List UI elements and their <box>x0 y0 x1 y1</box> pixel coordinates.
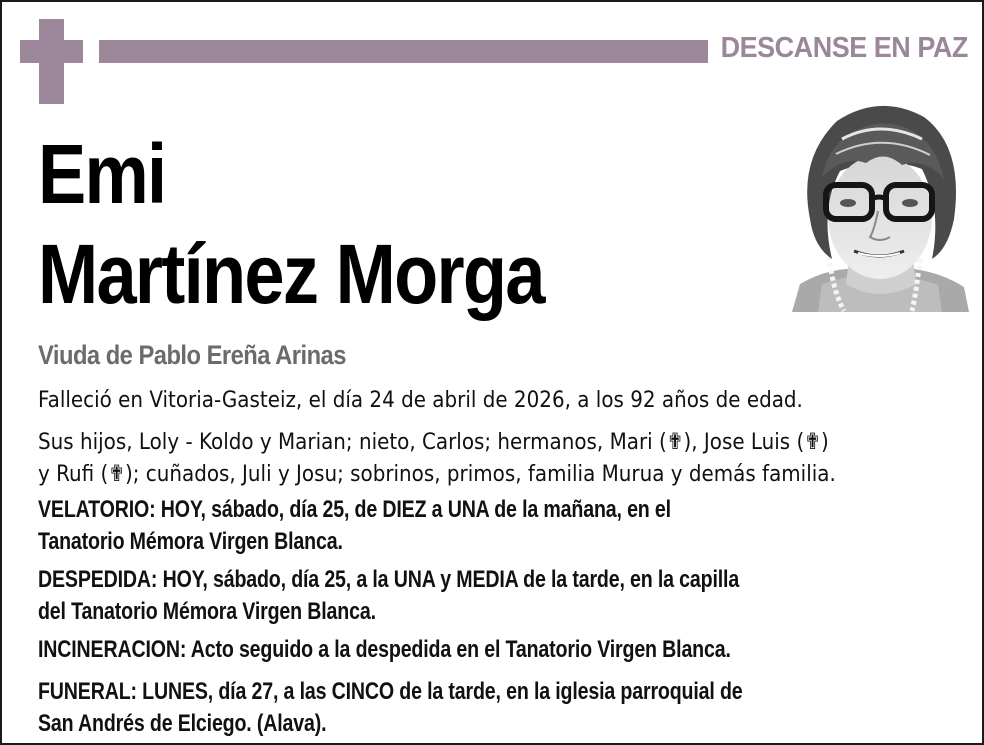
header-label: DESCANSE EN PAZ <box>720 32 968 64</box>
header-divider-bar <box>99 40 708 63</box>
family-list <box>38 426 950 490</box>
portrait-illustration <box>792 99 969 312</box>
family-line-2: y Rufi (✟); cuñados, Juli y Josu; sobrinos, primos, familia Murua y demás familia. <box>38 461 836 487</box>
family-line-1: Sus hijos, Loly - Koldo y Marian; nieto, Carlos; hermanos, Mari (✟), Jose Luis (✟) <box>38 429 829 455</box>
despedida-line-2: del Tanatorio Mémora Virgen Blanca. <box>38 598 376 625</box>
death-notice: Falleció en Vitoria-Gasteiz, el día 24 de abril de 2026, a los 92 años de edad. <box>38 387 803 413</box>
despedida-line-1: DESPEDIDA: HOY, sábado, día 25, a la UNA y MEDIA de la tarde, en la capilla <box>38 566 740 593</box>
funeral-line-2: San Andrés de Elciego. (Alava). <box>38 710 327 737</box>
deceased-first-name: Emi <box>38 127 166 221</box>
velatorio-line-2: Tanatorio Mémora Virgen Blanca. <box>38 528 343 555</box>
incineracion-notice: INCINERACION: Acto seguido a la despedida en el Tanatorio Virgen Blanca. <box>38 636 731 663</box>
deceased-photo <box>792 99 969 312</box>
funeral-notice <box>38 676 942 740</box>
deceased-surnames: Martínez Morga <box>38 227 544 321</box>
velatorio-line-1: VELATORIO: HOY, sábado, día 25, de DIEZ a UNA de la mañana, en el <box>38 496 671 523</box>
despedida-notice <box>38 564 942 628</box>
relation-subtitle: Viuda de Pablo Ereña Arinas <box>38 340 346 370</box>
funeral-line-1: FUNERAL: LUNES, día 27, a las CINCO de la tarde, en la iglesia parroquial de <box>38 678 743 705</box>
velatorio-notice <box>38 494 942 558</box>
